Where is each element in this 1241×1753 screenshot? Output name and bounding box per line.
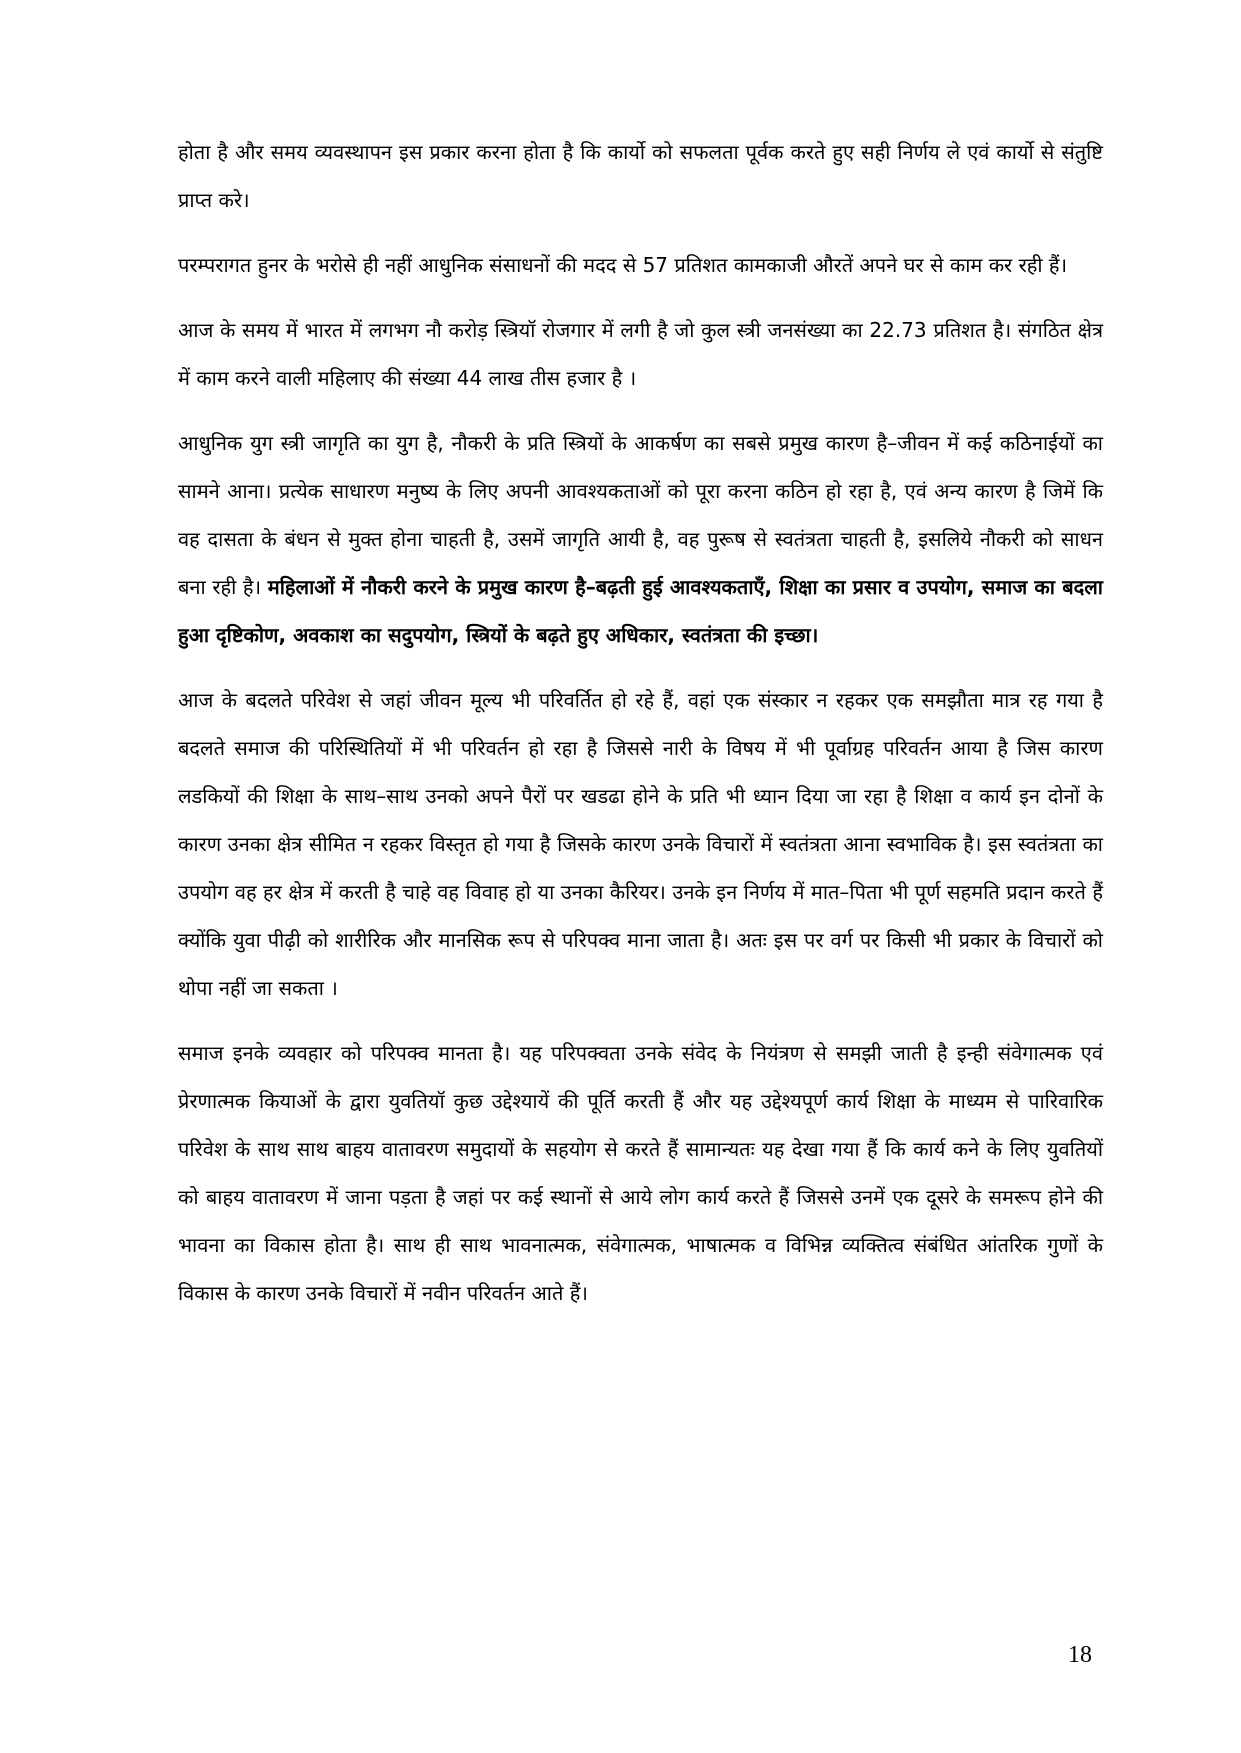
paragraph-1: होता है और समय व्यवस्थापन इस प्रकार करना होता है कि कार्यो को सफलता पूर्वक करते हुए सही निर्णय ले एवं कार्यो से संतुष्टि प्राप्त करे।: [178, 140, 1103, 212]
paragraph-6: समाज इनके व्यवहार को परिपक्व मानता है। यह परिपक्वता उनके संवेद के नियंत्रण से समझी जाती है इन्ही संवेगात्मक एवं प्रेरणात्मक कियाओं के द्वारा युवतियॉ कुछ उद्देश्यायें की पूर्ति करती हैं और यह उद्देश्यपूर्ण कार्य शिक्षा के माध्यम से पारिवारिक परिवेश के साथ साथ बाहय वातावरण समुदायों के सहयोग से करते हैं सामान्यतः यह देखा गया हैं कि कार्य कने के लिए युवतियों को बाहय वातावरण में जाना पड़ता है जहां पर कई स्थानों से आये लोग कार्य करते हैं जिससे उनमें एक दूसरे के समरूप होने की भावना का विकास होता है। साथ ही साथ भावनात्मक, संवेगात्मक, भाषात्मक व विभिन्न व्यक्तित्व संबंधित आंतरिक गुणों के विकास के कारण उनके विचारों में नवीन परिवर्तन आते हैं।: [178, 1041, 1103, 1305]
page-number: 18: [1068, 1642, 1092, 1668]
paragraph-4: [178, 419, 1103, 659]
paragraph-4-text: आधुनिक युग स्त्री जागृति का युग है, नौकरी के प्रति स्त्रियों के आकर्षण का सबसे प्रमुख कारण है–जीवन में कई कठिनाईयों का सामने आना। प्रत्येक साधारण मनुष्य के लिए अपनी आवश्यकताओं को पूरा करना कठिन हो रहा है, एवं अन्य कारण है जिमें कि वह दासता के बंधन से मुक्त होना चाहती है, उसमें जागृति आयी है, वह पुरूष से स्वतंत्रता चाहती है, इसलिये नौकरी को साधन बना रही है।: [178, 431, 1103, 599]
paragraph-4-bold-text: महिलाओं में नौकरी करने के प्रमुख कारण है–बढ़ती हुई आवश्यकताएँ, शिक्षा का प्रसार व उपयोग, समाज का बदला हुआ दृष्टिकोण, अवकाश का सदुपयोग, स्त्रियों के बढ़ते हुए अधिकार, स्वतंत्रता की इच्छा।: [178, 575, 1103, 647]
paragraph-3: आज के समय में भारत में लगभग नौ करोड़ स्त्रियॉ रोजगार में लगी है जो कुल स्त्री जनसंख्या का 22.73 प्रतिशत है। संगठित क्षेत्र में काम करने वाली महिलाए की संख्या 44 लाख तीस हजार है ।: [178, 318, 1103, 390]
page-body: [178, 128, 1103, 1334]
paragraph-2: परम्परागत हुनर के भरोसे ही नहीं आधुनिक संसाधनों की मदद से 57 प्रतिशत कामकाजी औरतें अपने घर से काम कर रही हैं।: [178, 253, 1068, 277]
paragraph-5: आज के बदलते परिवेश से जहां जीवन मूल्य भी परिवर्तित हो रहे हैं, वहां एक संस्कार न रहकर एक समझौता मात्र रह गया है बदलते समाज की परिस्थितियों में भी परिवर्तन हो रहा है जिससे नारी के विषय में भी पूर्वाग्रह परिवर्तन आया है जिस कारण लडकियों की शिक्षा के साथ–साथ उनको अपने पैरों पर खडढा होने के प्रति भी ध्यान दिया जा रहा है शिक्षा व कार्य इन दोनों के कारण उनका क्षेत्र सीमित न रहकर विस्तृत हो गया है जिसके कारण उनके विचारों में स्वतंत्रता आना स्वभाविक है। इस स्वतंत्रता का उपयोग वह हर क्षेत्र में करती है चाहे वह विवाह हो या उनका कैरियर। उनके इन निर्णय में मात–पिता भी पूर्ण सहमति प्रदान करते हैं क्योंकि युवा पीढ़ी को शारीरिक और मानसिक रूप से परिपक्व माना जाता है। अतः इस पर वर्ग पर किसी भी प्रकार के विचारों को थोपा नहीं जा सकता ।: [178, 688, 1103, 1000]
